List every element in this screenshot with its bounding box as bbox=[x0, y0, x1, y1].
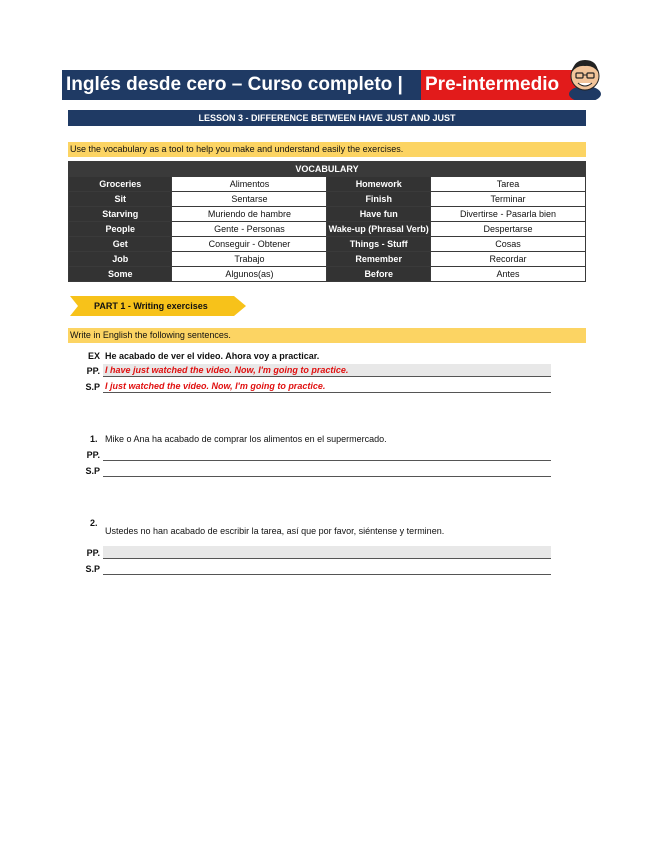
vocab-spanish: Tarea bbox=[430, 177, 585, 192]
vocab-english: Sit bbox=[69, 192, 172, 207]
exercise-2-sentence: Ustedes no han acabado de escribir la tarea, así que por favor, siéntense y terminen. bbox=[105, 526, 445, 536]
vocab-spanish: Sentarse bbox=[172, 192, 327, 207]
part1-label bbox=[70, 296, 246, 316]
header-banner bbox=[62, 70, 592, 100]
part1-title: PART 1 - Writing exercises bbox=[94, 301, 208, 311]
banner-title: Inglés desde cero – Curso completo | bbox=[62, 70, 421, 100]
vocab-spanish: Despertarse bbox=[430, 222, 585, 237]
vocab-english: Remember bbox=[327, 252, 430, 267]
exercise-1-pp-label: PP. bbox=[86, 450, 100, 460]
vocab-english: Wake-up (Phrasal Verb) bbox=[327, 222, 430, 237]
vocab-english: Finish bbox=[327, 192, 430, 207]
lesson-title: LESSON 3 - DIFFERENCE BETWEEN HAVE JUST AND JUST bbox=[68, 110, 586, 126]
vocab-english: Get bbox=[69, 237, 172, 252]
example-sentence: He acabado de ver el video. Ahora voy a practicar. bbox=[105, 351, 320, 361]
table-row bbox=[69, 192, 586, 207]
vocab-english: Have fun bbox=[327, 207, 430, 222]
vocab-english: Things - Stuff bbox=[327, 237, 430, 252]
exercise-1-number: 1. bbox=[90, 434, 98, 444]
vocab-spanish: Terminar bbox=[430, 192, 585, 207]
example-pp-text: I have just watched the video. Now, I'm going to practice. bbox=[105, 365, 349, 375]
vocab-spanish: Gente - Personas bbox=[172, 222, 327, 237]
exercise-2-pp-input[interactable] bbox=[103, 546, 551, 559]
exercise-2-pp-label: PP. bbox=[86, 548, 100, 558]
vocab-spanish: Trabajo bbox=[172, 252, 327, 267]
table-row bbox=[69, 237, 586, 252]
example-label: EX bbox=[87, 351, 100, 361]
example-pp-label: PP. bbox=[86, 366, 100, 376]
vocab-english: Job bbox=[69, 252, 172, 267]
vocab-english: Starving bbox=[69, 207, 172, 222]
vocab-spanish: Alimentos bbox=[172, 177, 327, 192]
vocabulary-table bbox=[68, 161, 586, 282]
vocab-english: Before bbox=[327, 267, 430, 282]
table-row bbox=[69, 267, 586, 282]
table-row bbox=[69, 177, 586, 192]
exercise-2-number: 2. bbox=[90, 518, 98, 528]
vocab-english: Groceries bbox=[69, 177, 172, 192]
vocabulary-instruction: Use the vocabulary as a tool to help you make and understand easily the exercises. bbox=[68, 142, 586, 157]
vocab-spanish: Conseguir - Obtener bbox=[172, 237, 327, 252]
table-row bbox=[69, 222, 586, 237]
example-sp-answer bbox=[103, 380, 551, 393]
exercise-1-sp-input[interactable] bbox=[103, 464, 551, 477]
avatar-icon bbox=[566, 56, 604, 100]
banner-level: Pre-intermedio bbox=[421, 70, 592, 100]
exercise-2-sp-label: S.P bbox=[85, 564, 100, 574]
vocab-spanish: Recordar bbox=[430, 252, 585, 267]
vocab-english: Homework bbox=[327, 177, 430, 192]
table-row bbox=[69, 207, 586, 222]
vocab-spanish: Cosas bbox=[430, 237, 585, 252]
vocab-english: Some bbox=[69, 267, 172, 282]
table-row bbox=[69, 252, 586, 267]
example-pp-answer bbox=[103, 364, 551, 377]
vocab-spanish: Algunos(as) bbox=[172, 267, 327, 282]
exercise-2-sp-input[interactable] bbox=[103, 562, 551, 575]
writing-instruction: Write in English the following sentences. bbox=[68, 328, 586, 343]
example-sp-text: I just watched the video. Now, I'm going to practice. bbox=[105, 381, 326, 391]
vocab-spanish: Divertirse - Pasarla bien bbox=[430, 207, 585, 222]
vocab-english: People bbox=[69, 222, 172, 237]
exercise-1-sp-label: S.P bbox=[85, 466, 100, 476]
vocabulary-header: VOCABULARY bbox=[69, 162, 586, 177]
vocab-spanish: Antes bbox=[430, 267, 585, 282]
example-sp-label: S.P bbox=[85, 382, 100, 392]
exercise-1-pp-input[interactable] bbox=[103, 448, 551, 461]
vocab-spanish: Muriendo de hambre bbox=[172, 207, 327, 222]
exercise-1-sentence: Mike o Ana ha acabado de comprar los alimentos en el supermercado. bbox=[105, 434, 387, 444]
